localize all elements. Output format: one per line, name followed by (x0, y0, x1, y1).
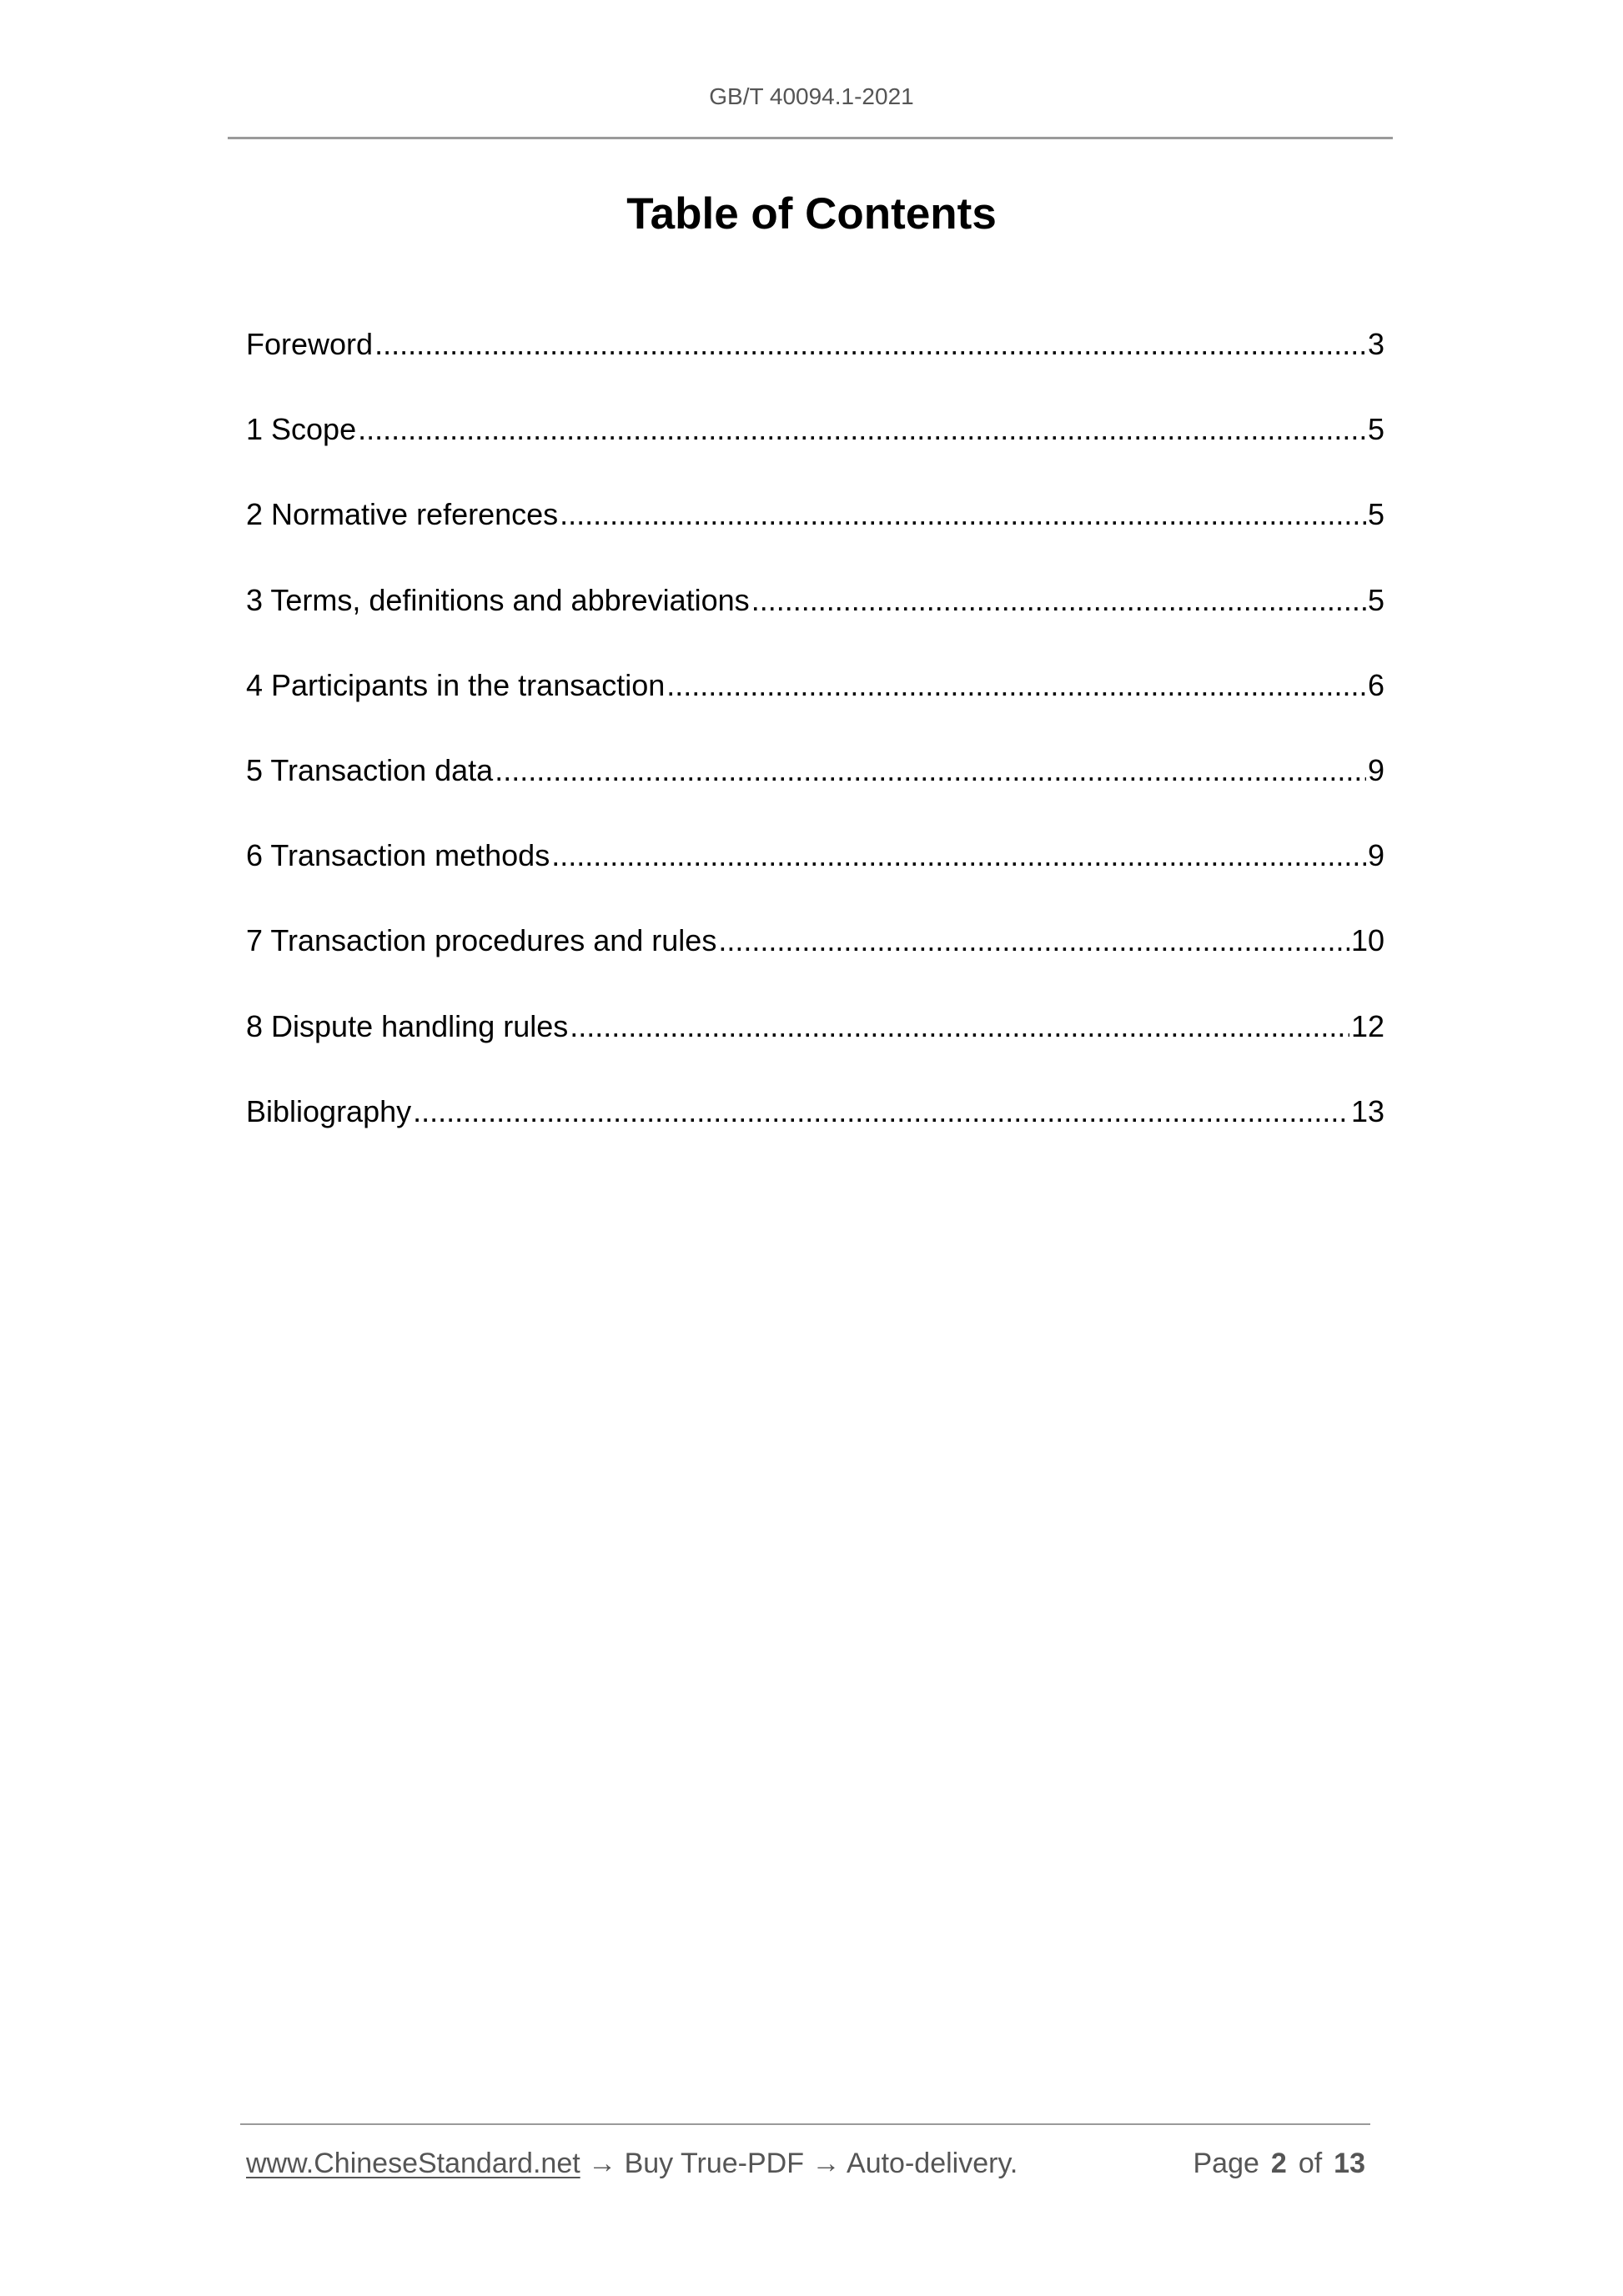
footer-promo (246, 2143, 1018, 2183)
page-label: Page (1193, 2148, 1259, 2179)
dot-leader (551, 813, 1366, 898)
table-of-contents (246, 302, 1384, 1154)
dot-leader (751, 558, 1366, 643)
toc-entry-page: 9 (1367, 838, 1384, 873)
total-pages: 13 (1334, 2148, 1365, 2179)
dot-leader (413, 1069, 1349, 1154)
toc-entry-title: Foreword (246, 327, 374, 361)
toc-entry-page: 6 (1367, 667, 1384, 702)
toc-entry-title: Bibliography (246, 1093, 412, 1128)
page-title: Table of Contents (626, 189, 997, 239)
toc-entry-page: 3 (1367, 327, 1384, 361)
footer-divider (240, 2123, 1370, 2125)
toc-entry-transaction-methods[interactable] (246, 813, 1384, 898)
toc-entry-page: 5 (1367, 412, 1384, 447)
page-footer (246, 2143, 1368, 2183)
dot-leader (718, 898, 1349, 983)
toc-entry-foreword[interactable] (246, 302, 1384, 387)
arrow-right-icon: → (812, 2148, 841, 2179)
arrow-right-icon: → (588, 2148, 617, 2179)
toc-entry-scope[interactable] (246, 387, 1384, 472)
toc-entry-transaction-data[interactable] (246, 728, 1384, 813)
toc-entry-dispute-handling[interactable] (246, 984, 1384, 1069)
toc-entry-terms-definitions[interactable] (246, 558, 1384, 643)
toc-entry-page: 10 (1350, 923, 1384, 958)
toc-entry-title: 4 Participants in the transaction (246, 667, 666, 702)
of-label: of (1298, 2148, 1323, 2179)
toc-entry-title: 3 Terms, definitions and abbreviations (246, 582, 750, 617)
toc-entry-title: 6 Transaction methods (246, 838, 550, 873)
toc-entry-page: 9 (1367, 752, 1384, 787)
toc-entry-participants[interactable] (246, 643, 1384, 728)
dot-leader (495, 728, 1366, 813)
toc-entry-normative-references[interactable] (246, 472, 1384, 557)
toc-entry-page: 5 (1367, 497, 1384, 532)
toc-entry-page: 5 (1367, 582, 1384, 617)
toc-entry-procedures-rules[interactable] (246, 898, 1384, 983)
current-page: 2 (1270, 2148, 1287, 2179)
delivery-text: Auto-delivery. (847, 2148, 1018, 2179)
dot-leader (358, 387, 1366, 472)
page-indicator (1193, 2143, 1365, 2183)
header-divider (228, 137, 1393, 139)
dot-leader (570, 984, 1349, 1069)
toc-entry-title: 2 Normative references (246, 497, 559, 532)
toc-entry-title: 1 Scope (246, 412, 357, 447)
dot-leader (666, 643, 1366, 728)
running-header: GB/T 40094.1-2021 (709, 83, 914, 109)
buy-text: Buy True-PDF (624, 2148, 804, 2179)
toc-entry-title: 5 Transaction data (246, 752, 494, 787)
toc-entry-page: 12 (1350, 1008, 1384, 1043)
website-link[interactable]: www.ChineseStandard.net (246, 2148, 580, 2179)
toc-entry-bibliography[interactable] (246, 1069, 1384, 1154)
dot-leader (560, 472, 1366, 557)
toc-entry-page: 13 (1350, 1093, 1384, 1128)
toc-entry-title: 8 Dispute handling rules (246, 1008, 569, 1043)
toc-entry-title: 7 Transaction procedures and rules (246, 923, 717, 958)
dot-leader (374, 302, 1366, 387)
